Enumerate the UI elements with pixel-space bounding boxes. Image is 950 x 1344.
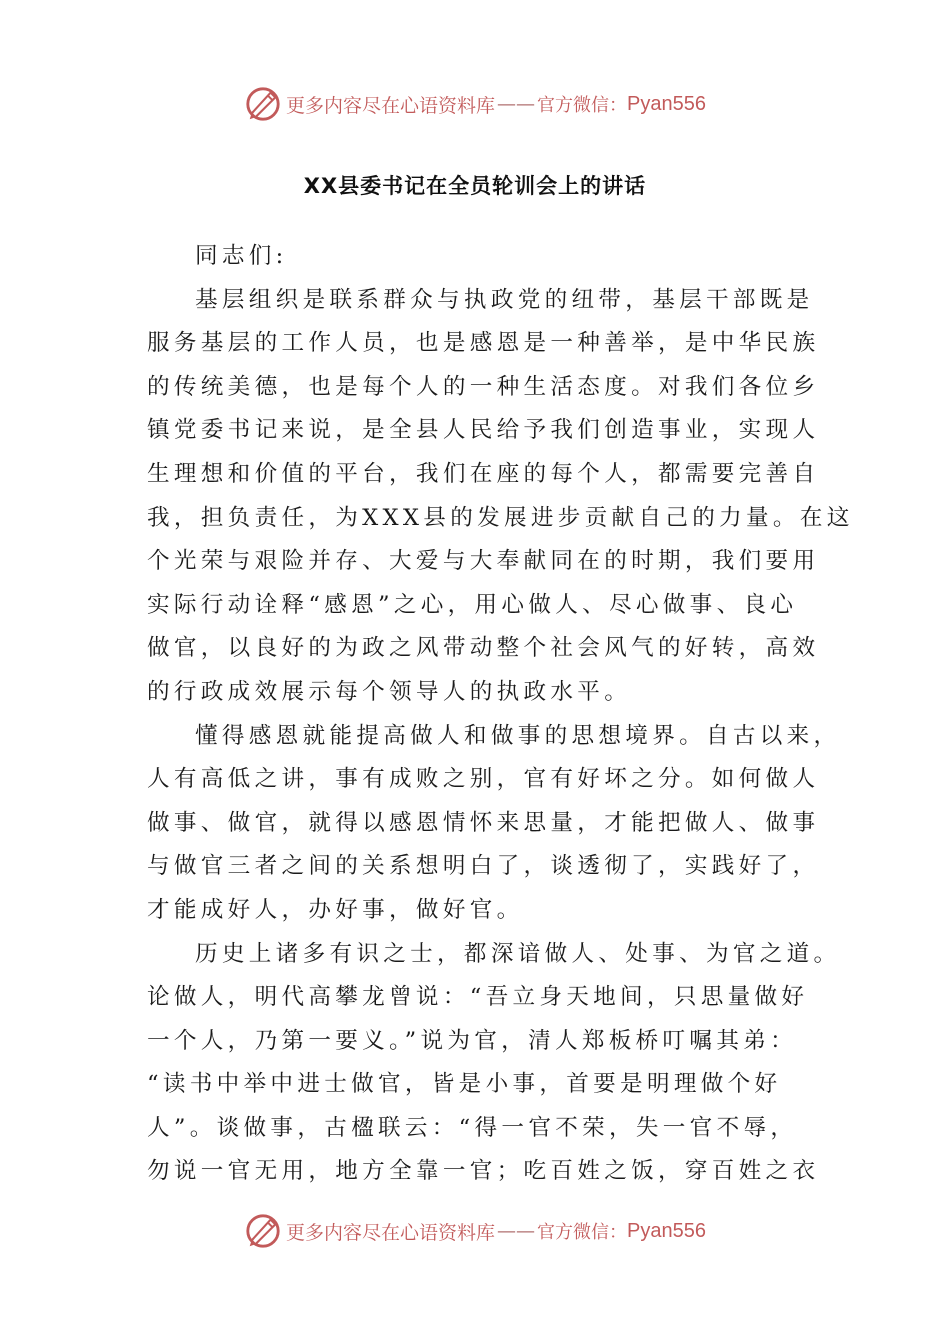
header-watermark-banner [0, 80, 950, 128]
text-line: 服务基层的工作人员，也是感恩是一种善举，是中华民族 [147, 330, 820, 357]
text-line: 我，担负责任，为XXX县的发展进步贡献自己的力量。在这 [147, 504, 854, 531]
text-line: 生理想和价值的平台，我们在座的每个人，都需要完善自 [147, 460, 820, 487]
text-line: 论做人，明代高攀龙曾说：“吾立身天地间，只思量做好 [147, 984, 809, 1011]
watermark-wechat-id: Pyan556 [627, 1219, 706, 1242]
pen-circle-logo-icon [244, 85, 282, 123]
text-line: 懂得感恩就能提高做人和做事的思想境界。自古以来， [195, 722, 841, 749]
watermark-wechat-id: Pyan556 [627, 92, 706, 115]
text-line: 做官，以良好的为政之风带动整个社会风气的好转，高效 [147, 635, 820, 662]
text-line: 勿说一官无用，地方全靠一官；吃百姓之饭，穿百姓之衣 [147, 1158, 820, 1185]
text-line: 才能成好人，办好事，做好官。 [147, 896, 524, 923]
watermark-dash: —— [497, 93, 536, 115]
document-title: XX县委书记在全员轮训会上的讲话 [303, 174, 647, 198]
text-line: 个光荣与艰险并存、大爱与大奉献同在的时期，我们要用 [147, 548, 820, 575]
watermark-dash: —— [497, 1220, 536, 1242]
text-line: 实际行动诠释“感恩”之心，用心做人、尽心做事、良心 [147, 591, 798, 618]
footer-watermark-banner [0, 1207, 950, 1255]
text-line: 镇党委书记来说，是全县人民给予我们创造事业，实现人 [147, 417, 820, 444]
text-line: 的行政成效展示每个领导人的执政水平。 [147, 678, 632, 705]
text-line: 基层组织是联系群众与执政党的纽带，基层干部既是 [195, 286, 814, 313]
pen-circle-logo-icon [244, 1212, 282, 1250]
watermark-wechat-label: 官方微信： [537, 95, 628, 116]
text-line: 人有高低之讲，事有成败之别，官有好坏之分。如何做人 [147, 766, 820, 793]
salutation-line: 同志们: [195, 243, 288, 269]
text-line: 与做官三者之间的关系想明白了，谈透彻了，实践好了， [147, 853, 820, 880]
watermark-site-text: 更多内容尽在心语资料库 [286, 1221, 496, 1244]
text-line: 历史上诸多有识之士，都深谙做人、处事、为官之道。 [195, 940, 841, 967]
text-line: 做事、做官，就得以感恩情怀来思量，才能把做人、做事 [147, 809, 820, 836]
document-body [147, 235, 854, 1194]
watermark-site-text: 更多内容尽在心语资料库 [286, 94, 496, 117]
text-line: 一个人，乃第一要义。”说为官，清人郑板桥叮嘱其弟： [147, 1027, 797, 1054]
text-line: 的传统美德，也是每个人的一种生活态度。对我们各位乡 [147, 373, 820, 400]
watermark-wechat-label: 官方微信： [537, 1222, 628, 1243]
text-line: “读书中举中进士做官，皆是小事，首要是明理做个好 [147, 1071, 782, 1098]
text-line: 人”。谈做事，古楹联云：“得一官不荣，失一官不辱， [147, 1114, 798, 1141]
